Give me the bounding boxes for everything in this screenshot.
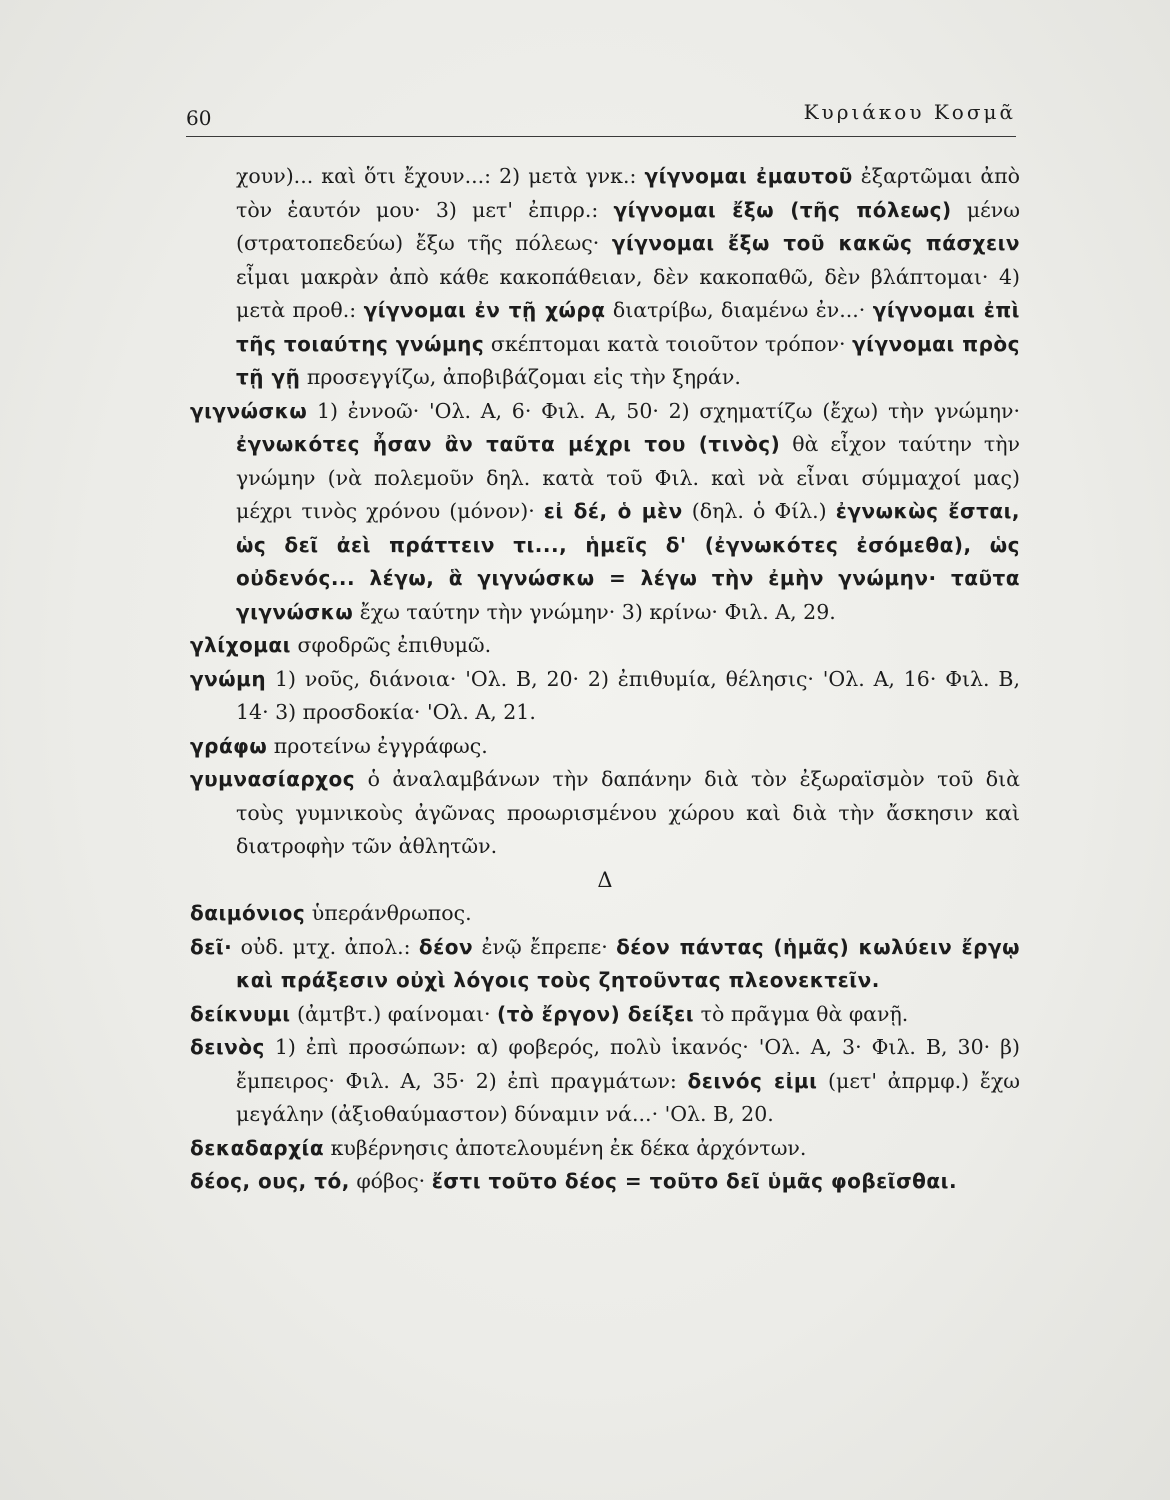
dictionary-entry — [190, 763, 1020, 864]
definition-text: θὰ εἶχον ταύτην τὴν γνώμην (νὰ πολεμοῦν δηλ. κατὰ τοῦ Φιλ. καὶ νὰ εἶναι σύμμαχοί μας) μέχρι τινὸς χρόνου (μόνον)· — [236, 432, 1020, 523]
headword-text: γίγνομαι ἔξω τοῦ κακῶς πάσχειν — [611, 231, 1021, 255]
definition-text: (μετ' ἀπρμφ.) ἔχω μεγάλην (ἀξιοθαύμαστον) δύναμιν νά...· 'Ολ. Β, 20. — [236, 1068, 1020, 1126]
headword-text: γράφω — [190, 733, 268, 758]
dictionary-entry — [190, 931, 1020, 998]
definition-text: ἐνῷ ἔπρεπε· — [473, 934, 617, 959]
definition-text: σφοδρῶς ἐπιθυμῶ. — [290, 633, 492, 657]
headword-text: γίγνομαι ἐπὶ τῆς τοιαύτης γνώμης — [236, 298, 1020, 356]
definition-text: ἐξαρτῶμαι ἀπὸ τὸν ἑαυτόν μου· 3) μετ' ἐπιρρ.: — [236, 164, 1020, 222]
definition-text: εἶμαι μακρὰν ἀπὸ κάθε κακοπάθειαν, δὲν κακοπαθῶ, δὲν βλάπτομαι· 4) μετὰ προθ.: — [236, 264, 1020, 322]
definition-text: προσεγγίζω, ἀποβιβάζομαι εἰς τὴν ξηράν. — [300, 365, 741, 389]
page-header — [186, 96, 1016, 137]
headword-text: γίγνομαι πρὸς τῇ γῇ — [236, 331, 1020, 389]
headword-text: (τὸ ἔργον) δείξει — [497, 1001, 695, 1026]
headword-text: δαιμόνιος — [190, 901, 306, 925]
dictionary-entry — [190, 730, 1020, 764]
definition-text: χουν)... καὶ ὅτι ἔχουν...: 2) μετὰ γνκ.: — [236, 164, 645, 188]
definition-text: κυβέρνησις ἀποτελουμένη ἐκ δέκα ἀρχόντων. — [324, 1135, 807, 1160]
headword-text: γνώμη — [190, 666, 267, 691]
headword-text: δεινός εἰμι — [687, 1068, 818, 1093]
headword-text: δεῖ· — [190, 934, 233, 959]
definition-text: ἔχω ταύτην τὴν γνώμην· 3) κρίνω· Φιλ. Α, 29. — [353, 599, 836, 624]
definition-text: προτείνω ἐγγράφως. — [267, 733, 488, 758]
headword-text: γλίχομαι — [190, 633, 291, 657]
definition-text: σκέπτομαι κατὰ τοιοῦτον τρόπον· — [484, 331, 853, 356]
headword-text: γυμνασίαρχος — [190, 767, 356, 791]
headword-text: εἰ δέ, ὁ μὲν — [543, 499, 683, 523]
definition-text: 1) νοῦς, διάνοια· 'Ολ. Β, 20· 2) ἐπιθυμία, θέλησις· 'Ολ. Α, 16· Φιλ. Β, 14· 3) προσδοκία· 'Ολ. Α, 21. — [236, 666, 1020, 724]
headword-text: ἐγνωκὼς ἔσται, ὡς δεῖ ἀεὶ πράττειν τι..., ἡμεῖς δ' (ἐγνωκότες ἐσόμεθα), ὡς οὐδενός... λέγω, ἃ γιγνώσκω = λέγω τὴν ἐμὴν γνώμην· ταῦτα γιγνώσκω — [236, 499, 1021, 624]
definition-text: ὁ ἀναλαμβάνων τὴν δαπάνην διὰ τὸν ἐξωραϊσμὸν τοῦ διὰ τοὺς γυμνικοὺς ἀγῶνας προωρισμένου χώρου καὶ διὰ τὴν ἄσκησιν καὶ διατροφὴν τῶν ἀθλητῶν. — [236, 767, 1020, 858]
dictionary-entry — [190, 1031, 1020, 1132]
dictionary-entry — [190, 395, 1020, 630]
headword-text: γίγνομαι ἐν τῇ χώρᾳ — [363, 298, 606, 322]
continued-entry — [190, 160, 1020, 395]
dictionary-entry — [190, 663, 1020, 730]
dictionary-entry — [190, 1165, 1020, 1199]
definition-text: τὸ πρᾶγμα θὰ φανῇ. — [694, 1001, 909, 1026]
headword-text: δέος, ους, τό, — [190, 1169, 350, 1193]
definition-text: μένω (στρατοπεδεύω) ἔξω τῆς πόλεως· — [236, 197, 1020, 255]
dictionary-entry — [190, 629, 1020, 663]
definition-text: 1) ἐννοῶ· 'Ολ. Α, 6· Φιλ. Α, 50· 2) σχηματίζω (ἔχω) τὴν γνώμην· — [307, 398, 1020, 423]
headword-text: δεκαδαρχία — [190, 1135, 325, 1160]
headword-text: γιγνώσκω — [190, 398, 308, 423]
definition-text: (ἀμτβτ.) φαίνομαι· — [290, 1001, 498, 1026]
definition-text: (δηλ. ὁ Φίλ.) — [682, 499, 836, 523]
headword-text: δέον πάντας (ἡμᾶς) κωλύειν ἔργῳ καὶ πράξεσιν οὐχὶ λόγοις τοὺς ζητοῦντας πλεονεκτεῖν. — [236, 934, 1021, 992]
headword-text: δεινὸς — [190, 1035, 265, 1059]
definition-text: φόβος· — [349, 1169, 432, 1193]
entries-delta — [190, 897, 1020, 1199]
definition-text: ὑπεράνθρωπος. — [305, 901, 472, 925]
dictionary-entry — [190, 897, 1020, 931]
dictionary-entry — [190, 998, 1020, 1032]
definition-text: διατρίβω, διαμένω ἐν...· — [605, 298, 873, 322]
headword-text: δέον — [418, 934, 474, 959]
running-head: Κυριάκου Κοσμᾶ — [803, 100, 1016, 124]
headword-text: δείκνυμι — [190, 1001, 291, 1026]
dictionary-entry — [190, 1132, 1020, 1166]
definition-text: οὐδ. μτχ. ἀπολ.: — [232, 934, 419, 959]
definition-text: 1) ἐπὶ προσώπων: α) φοβερός, πολὺ ἱκανός· 'Ολ. Α, 3· Φιλ. Β, 30· β) ἔμπειρος· Φιλ. Α, 35· 2) ἐπὶ πραγμάτων: — [236, 1035, 1020, 1093]
headword-text: γίγνομαι ἐμαυτοῦ — [644, 164, 853, 188]
dictionary-body — [190, 160, 1020, 1199]
entries-gamma — [190, 395, 1020, 864]
page-number: 60 — [186, 106, 212, 130]
headword-text: ἔστι τοῦτο δέος = τοῦτο δεῖ ὑμᾶς φοβεῖσθαι. — [431, 1169, 958, 1193]
headword-text: γίγνομαι ἔξω (τῆς πόλεως) — [613, 197, 952, 222]
section-letter: Δ — [597, 867, 613, 892]
headword-text: ἐγνωκότες ἦσαν ἂν ταῦτα μέχρι του (τινὸς) — [236, 432, 781, 456]
